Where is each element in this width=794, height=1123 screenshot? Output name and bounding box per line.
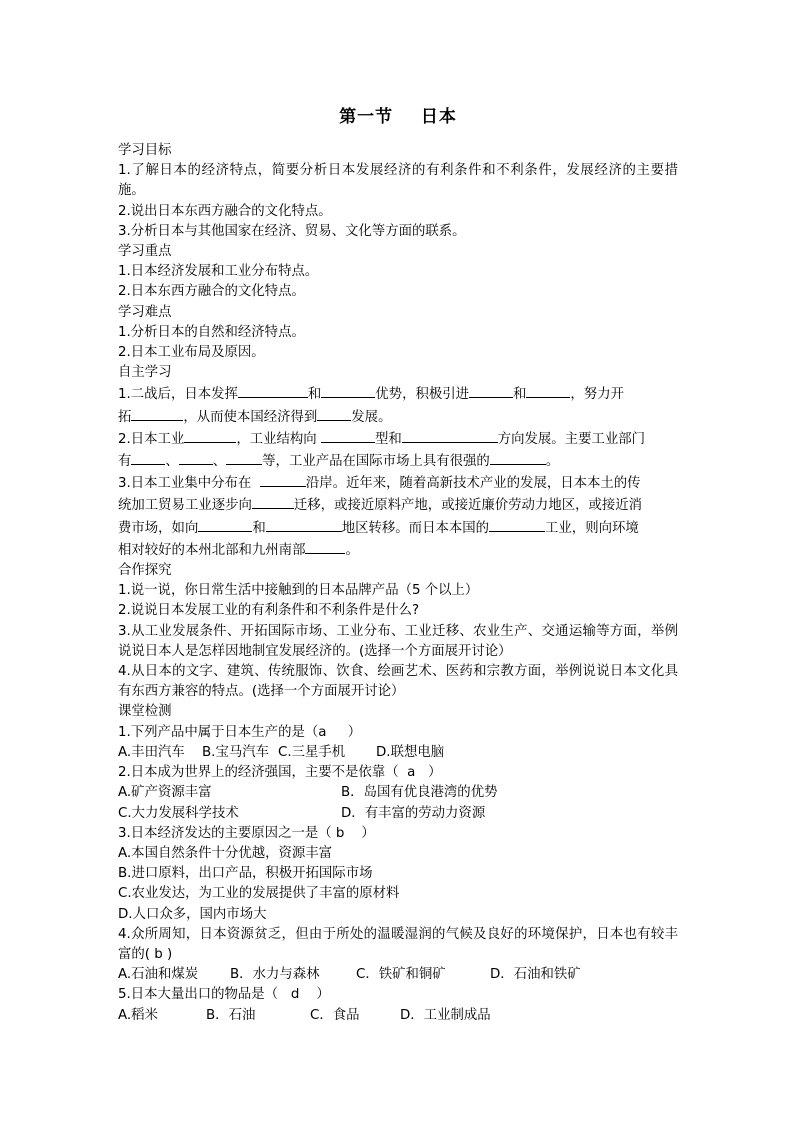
fill-blank[interactable]: [490, 450, 546, 465]
q3-text: 迁移，或接近原料产地，或接近廉价劳动力地区，或接近消: [293, 498, 643, 514]
fill-blank[interactable]: [131, 406, 183, 421]
test-q2-options-row2: [118, 804, 678, 824]
option-b[interactable]: B.进口原料，出口产品，积极开拓国际市场: [118, 866, 373, 882]
self-study-q2-line1: [118, 428, 678, 450]
option-d[interactable]: D．石油和铁矿: [490, 967, 581, 983]
q3-text: 相对较好的本州北部和九州南部: [118, 542, 306, 558]
fill-blank[interactable]: [184, 428, 236, 443]
option-a[interactable]: A.本国自然条件十分优越，资源丰富: [118, 845, 333, 861]
q1-text: 和: [307, 387, 322, 403]
fill-blank[interactable]: [489, 517, 545, 532]
test-q4-options: [118, 965, 678, 985]
option-b[interactable]: B．水力与森林: [230, 967, 320, 983]
key-point-2: 2.日本东西方融合的文化特点。: [118, 284, 305, 300]
section-heading-cooperation: 合作探究: [118, 563, 172, 579]
option-d[interactable]: D．工业制成品: [400, 1007, 491, 1023]
self-study-q3-line3: [118, 517, 678, 539]
fill-blank[interactable]: [198, 517, 252, 532]
goal-item-3: 3.分析日本与其他国家在经济、贸易、文化等方面的联系。: [118, 223, 466, 239]
goal-item-1: 1.了解日本的经济特点，简要分析日本发展经济的有利条件和不利条件，发展经济的主要措施。: [118, 163, 678, 199]
q1-text: ，努力开: [570, 387, 624, 403]
option-a[interactable]: A.石油和煤炭: [118, 967, 199, 983]
option-c[interactable]: C．食品: [310, 1007, 360, 1023]
q2-text: 等，工业产品在国际市场上具有很强的: [262, 454, 490, 470]
q1-text: 优势，积极引进: [375, 387, 470, 403]
option-a[interactable]: A.矿产资源丰富: [118, 785, 212, 801]
test-q1-stem: 1.下列产品中属于日本生产的是（a ）: [118, 724, 362, 740]
fill-blank[interactable]: [266, 517, 342, 532]
self-study-q3-line4: [118, 539, 678, 561]
fill-blank[interactable]: [260, 472, 306, 487]
q2-text: 2.日本工业: [118, 431, 185, 447]
q3-text: 沿岸。近年来，随着高新技术产业的发展，日本本土的传: [305, 476, 641, 492]
fill-blank[interactable]: [179, 450, 213, 465]
option-d[interactable]: D．有丰富的劳动力资源: [341, 805, 486, 821]
test-q2-options-row1: [118, 783, 678, 803]
q2-text: ，工业结构向: [236, 431, 321, 447]
fill-blank[interactable]: [469, 383, 513, 398]
cooperation-item-3: 3.从工业发展条件、开拓国际市场、工业分布、工业迁移、农业生产、交通运输等方面，举例说说日本人是怎样因地制宜发展经济的。(选择一个方面展开讨论）: [118, 623, 678, 659]
page-title: 第一节 日本: [339, 107, 457, 127]
self-study-q1-line2: [118, 406, 678, 428]
fill-blank[interactable]: [317, 406, 351, 421]
q3-text: 工业，则向环境: [545, 520, 639, 536]
document-page: [118, 106, 678, 1026]
fill-blank[interactable]: [402, 428, 498, 443]
self-study-q1-line1: [118, 383, 678, 405]
q3-text: 。: [345, 542, 359, 558]
option-d[interactable]: D.人口众多，国内市场大: [118, 906, 267, 922]
option-c[interactable]: C.三星手机: [278, 744, 346, 760]
option-c[interactable]: C.大力发展科学技术: [118, 805, 239, 821]
option-b[interactable]: B.宝马汽车: [202, 744, 270, 760]
fill-blank[interactable]: [252, 494, 294, 509]
q2-text: 、: [212, 454, 227, 470]
test-q4-stem: 4.众所周知，日本资源贫乏，但由于所处的温暖湿润的气候及良好的环境保护，日本也有较丰富的( b ): [118, 926, 678, 962]
self-study-q3-line1: [118, 472, 678, 494]
fill-blank[interactable]: [321, 383, 375, 398]
q2-text: 有: [118, 454, 132, 470]
option-c[interactable]: C．铁矿和铜矿: [356, 967, 446, 983]
q1-text: ，从而使本国经济得到: [183, 409, 318, 425]
fill-blank[interactable]: [226, 450, 262, 465]
fill-blank[interactable]: [131, 450, 165, 465]
q3-text: 和: [252, 520, 266, 536]
cooperation-item-4: 4.从日本的文字、建筑、传统服饰、饮食、绘画艺术、医药和宗教方面，举例说说日本文化具有东西方兼容的特点。(选择一个方面展开讨论）: [118, 664, 678, 700]
section-heading-test: 课堂检测: [118, 704, 172, 720]
section-heading-key-points: 学习重点: [118, 244, 172, 260]
q1-text: 1.二战后，日本发挥: [118, 387, 238, 403]
option-a[interactable]: A.丰田汽车: [118, 744, 185, 760]
option-a[interactable]: A.稻米: [118, 1007, 158, 1023]
test-q1-options: [118, 743, 678, 763]
fill-blank[interactable]: [305, 539, 345, 554]
section-heading-goals: 学习目标: [118, 143, 172, 158]
fill-blank[interactable]: [526, 383, 570, 398]
cooperation-item-1: 1.说一说，你日常生活中接触到的日本品牌产品（5 个以上）: [118, 583, 479, 599]
q3-text: 统加工贸易工业逐步向: [118, 498, 252, 514]
q2-text: 、: [165, 454, 179, 470]
test-q5-options: [118, 1006, 678, 1026]
q2-text: 方向发展。主要工业部门: [497, 431, 646, 447]
difficulty-2: 2.日本工业布局及原因。: [118, 345, 265, 361]
test-q3-stem: 3.日本经济发达的主要原因之一是（ b ）: [118, 825, 375, 841]
q1-text: 发展。: [351, 409, 392, 425]
option-d[interactable]: D.联想电脑: [376, 744, 445, 760]
option-c[interactable]: C.农业发达，为工业的发展提供了丰富的原材料: [118, 886, 400, 902]
test-q2-stem: 2.日本成为世界上的经济强国，主要不是依靠（ a ）: [118, 765, 442, 781]
goal-item-2: 2.说出日本东西方融合的文化特点。: [118, 203, 332, 219]
section-heading-difficulties: 学习难点: [118, 304, 172, 320]
fill-blank[interactable]: [321, 428, 375, 443]
key-point-1: 1.日本经济发展和工业分布特点。: [118, 264, 319, 280]
q1-text: 拓: [118, 409, 132, 425]
q2-text: 。: [545, 454, 560, 470]
q1-text: 和: [513, 387, 527, 403]
q3-text: 3.日本工业集中分布在: [118, 476, 260, 492]
difficulty-1: 1.分析日本的自然和经济特点。: [118, 324, 305, 340]
section-heading-self-study: 自主学习: [118, 365, 172, 381]
option-b[interactable]: B．岛国有优良港湾的优势: [341, 785, 498, 801]
q2-text: 型和: [374, 431, 402, 447]
self-study-q2-line2: [118, 450, 678, 472]
test-q5-stem: 5.日本大量出口的物品是（ d ）: [118, 987, 330, 1003]
option-b[interactable]: B．石油: [206, 1007, 256, 1023]
self-study-q3-line2: [118, 494, 678, 516]
q3-text: 地区转移。而日本本国的: [341, 520, 490, 536]
fill-blank[interactable]: [238, 383, 308, 398]
cooperation-item-2: 2.说说日本发展工业的有利条件和不利条件是什么?: [118, 603, 420, 619]
q3-text: 费市场，如向: [118, 520, 199, 536]
